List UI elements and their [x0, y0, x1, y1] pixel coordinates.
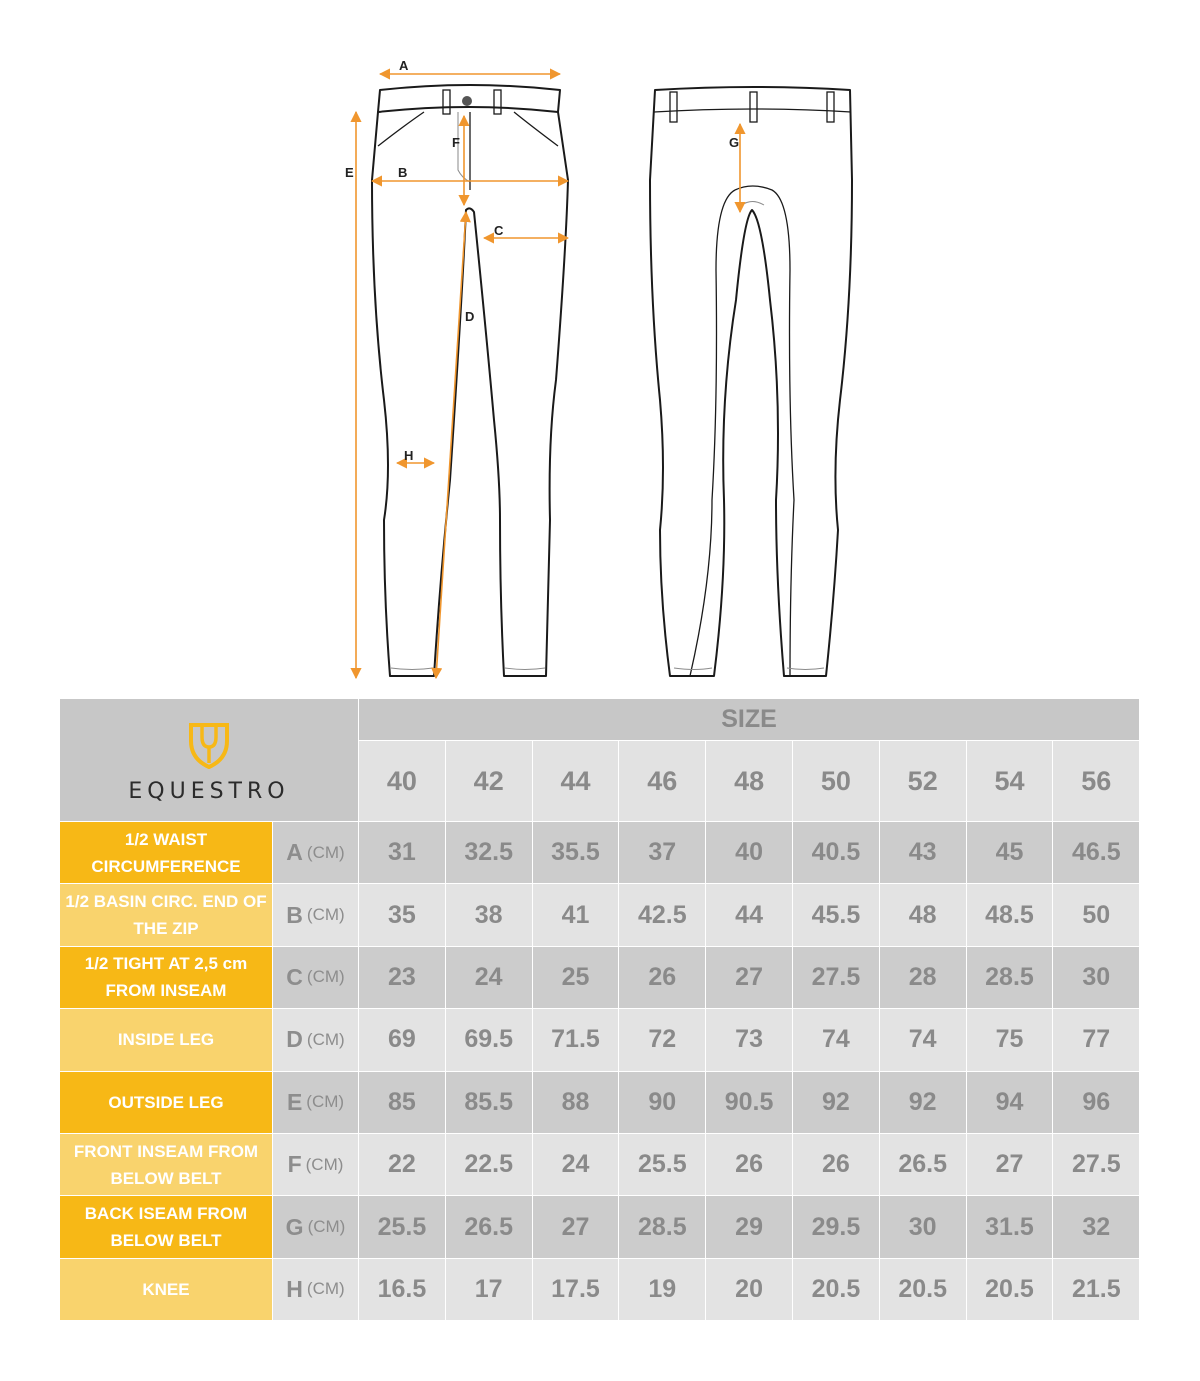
table-cell: 48.5	[967, 884, 1054, 946]
table-cell: 96	[1053, 1072, 1140, 1134]
table-cell: 25.5	[619, 1134, 706, 1196]
table-cell: 44	[706, 884, 793, 946]
table-cell: 20	[706, 1259, 793, 1321]
code-letter: C	[286, 963, 303, 990]
table-cell: 73	[706, 1009, 793, 1071]
table-cell: 25	[533, 947, 620, 1009]
table-cell: 72	[619, 1009, 706, 1071]
table-cell: 20.5	[793, 1259, 880, 1321]
table-cell: 77	[1053, 1009, 1140, 1071]
label-e: E	[345, 165, 354, 180]
code-unit: (CM)	[306, 1092, 345, 1112]
code-letter: A	[286, 839, 303, 866]
table-cell: 28	[880, 947, 967, 1009]
table-cell: 27.5	[1053, 1134, 1140, 1196]
code-letter: E	[286, 1088, 303, 1115]
table-cell: 50	[1053, 884, 1140, 946]
table-cell: 27	[706, 947, 793, 1009]
table-cell: 21.5	[1053, 1259, 1140, 1321]
label-f: F	[452, 135, 460, 150]
size-column-header: 44	[533, 741, 620, 822]
table-cell: 17	[446, 1259, 533, 1321]
label-a: A	[399, 58, 409, 73]
table-cell: 46.5	[1053, 822, 1140, 884]
size-chart-table	[60, 699, 1140, 1321]
table-cell: 29.5	[793, 1196, 880, 1258]
code-letter: B	[286, 901, 303, 928]
table-cell: 92	[793, 1072, 880, 1134]
table-cell: 85.5	[446, 1072, 533, 1134]
label-c: C	[494, 223, 504, 238]
label-d: D	[465, 309, 475, 324]
table-cell: 75	[967, 1009, 1054, 1071]
measurement-code	[273, 822, 359, 884]
size-column-header: 42	[446, 741, 533, 822]
measurement-name: FRONT INSEAM FROM BELOW BELT	[60, 1134, 273, 1196]
table-cell: 23	[359, 947, 446, 1009]
measurement-name: 1/2 TIGHT AT 2,5 cm FROM INSEAM	[60, 947, 273, 1009]
size-column-header: 48	[706, 741, 793, 822]
table-cell: 27	[533, 1196, 620, 1258]
code-unit: (CM)	[306, 1029, 345, 1049]
measurement-name: 1/2 BASIN CIRC. END OF THE ZIP	[60, 884, 273, 946]
measurement-name: KNEE	[60, 1259, 273, 1321]
table-cell: 74	[793, 1009, 880, 1071]
table-cell: 40	[706, 822, 793, 884]
stirrup-shield-icon	[187, 721, 231, 769]
table-cell: 43	[880, 822, 967, 884]
code-unit: (CM)	[307, 1217, 346, 1237]
size-column-header: 54	[967, 741, 1054, 822]
table-cell: 71.5	[533, 1009, 620, 1071]
table-cell: 20.5	[967, 1259, 1054, 1321]
table-cell: 26	[706, 1134, 793, 1196]
table-cell: 92	[880, 1072, 967, 1134]
table-cell: 69.5	[446, 1009, 533, 1071]
code-unit: (CM)	[306, 1279, 345, 1299]
table-cell: 26	[619, 947, 706, 1009]
measurement-name: OUTSIDE LEG	[60, 1072, 273, 1134]
table-cell: 27.5	[793, 947, 880, 1009]
table-cell: 27	[967, 1134, 1054, 1196]
measurement-name: 1/2 WAIST CIRCUMFERENCE	[60, 822, 273, 884]
measurement-labels	[345, 58, 739, 463]
table-cell: 31.5	[967, 1196, 1054, 1258]
table-cell: 90	[619, 1072, 706, 1134]
code-unit: (CM)	[306, 842, 345, 862]
table-cell: 48	[880, 884, 967, 946]
measurement-code	[273, 947, 359, 1009]
code-letter: H	[286, 1275, 303, 1302]
table-cell: 69	[359, 1009, 446, 1071]
table-cell: 24	[533, 1134, 620, 1196]
size-column-header: 50	[793, 741, 880, 822]
size-header: SIZE	[359, 699, 1140, 741]
table-cell: 90.5	[706, 1072, 793, 1134]
logo-cell	[60, 699, 359, 822]
table-cell: 41	[533, 884, 620, 946]
table-cell: 35.5	[533, 822, 620, 884]
measurement-name: BACK ISEAM FROM BELOW BELT	[60, 1196, 273, 1258]
measurement-name: INSIDE LEG	[60, 1009, 273, 1071]
table-cell: 22.5	[446, 1134, 533, 1196]
measurement-code	[273, 884, 359, 946]
code-letter: G	[285, 1213, 304, 1240]
table-cell: 40.5	[793, 822, 880, 884]
code-unit: (CM)	[305, 1154, 344, 1174]
label-g: G	[729, 135, 740, 150]
table-cell: 88	[533, 1072, 620, 1134]
table-cell: 20.5	[880, 1259, 967, 1321]
table-cell: 26.5	[880, 1134, 967, 1196]
table-cell: 26	[793, 1134, 880, 1196]
table-cell: 28.5	[967, 947, 1054, 1009]
back-view	[650, 87, 852, 676]
brand-name: EQUESTRO	[128, 778, 290, 804]
table-cell: 30	[880, 1196, 967, 1258]
table-cell: 42.5	[619, 884, 706, 946]
code-letter: D	[286, 1026, 303, 1053]
table-cell: 32.5	[446, 822, 533, 884]
table-cell: 31	[359, 822, 446, 884]
table-cell: 25.5	[359, 1196, 446, 1258]
measurement-code	[273, 1259, 359, 1321]
table-cell: 17.5	[533, 1259, 620, 1321]
table-cell: 28.5	[619, 1196, 706, 1258]
table-cell: 38	[446, 884, 533, 946]
size-column-header: 46	[619, 741, 706, 822]
table-cell: 22	[359, 1134, 446, 1196]
measurement-code	[273, 1134, 359, 1196]
code-unit: (CM)	[306, 967, 345, 987]
table-cell: 29	[706, 1196, 793, 1258]
measurement-code	[273, 1009, 359, 1071]
table-cell: 45	[967, 822, 1054, 884]
label-b: B	[398, 165, 408, 180]
label-h: H	[404, 448, 414, 463]
table-cell: 30	[1053, 947, 1140, 1009]
table-cell: 37	[619, 822, 706, 884]
measurement-code	[273, 1196, 359, 1258]
table-cell: 16.5	[359, 1259, 446, 1321]
table-cell: 85	[359, 1072, 446, 1134]
table-cell: 26.5	[446, 1196, 533, 1258]
table-cell: 94	[967, 1072, 1054, 1134]
table-cell: 45.5	[793, 884, 880, 946]
table-cell: 24	[446, 947, 533, 1009]
size-column-header: 52	[880, 741, 967, 822]
table-cell: 19	[619, 1259, 706, 1321]
measurement-code	[273, 1072, 359, 1134]
code-unit: (CM)	[306, 905, 345, 925]
size-column-header: 40	[359, 741, 446, 822]
size-column-header: 56	[1053, 741, 1140, 822]
code-letter: F	[287, 1151, 302, 1178]
table-cell: 32	[1053, 1196, 1140, 1258]
table-cell: 35	[359, 884, 446, 946]
table-cell: 74	[880, 1009, 967, 1071]
